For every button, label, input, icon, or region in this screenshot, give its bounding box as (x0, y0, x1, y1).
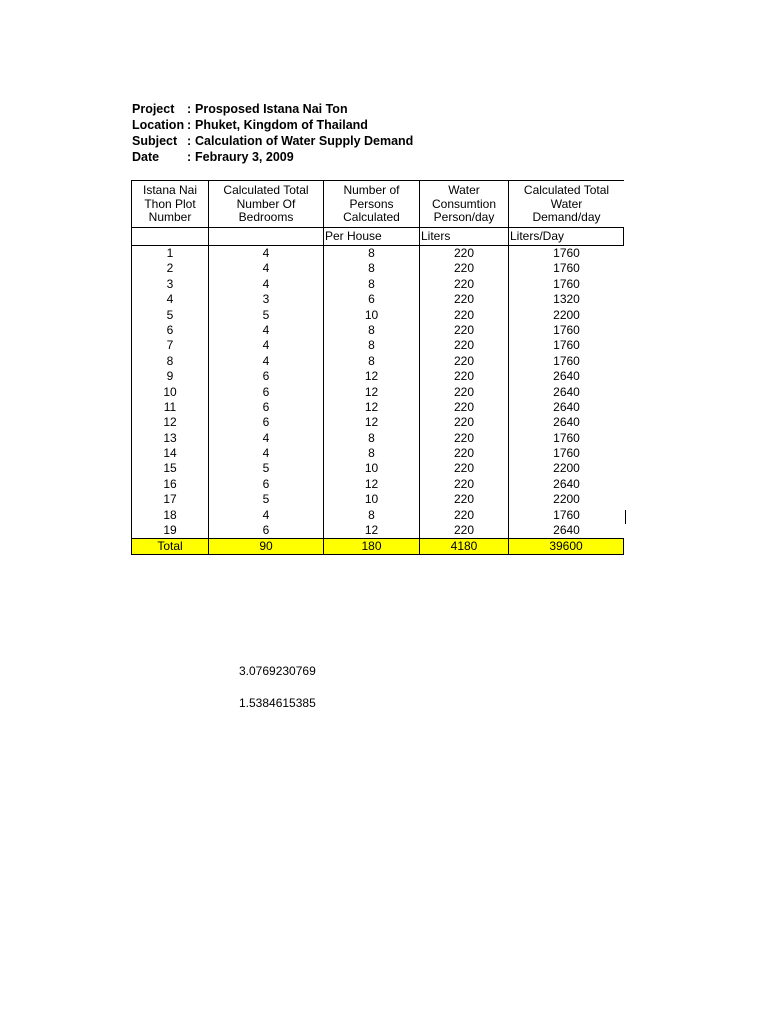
table-cell: 1760 (508, 431, 624, 446)
table-total-row (131, 538, 624, 555)
table-cell: 220 (419, 400, 508, 415)
table-cell: 2200 (508, 308, 624, 323)
table-row (131, 354, 624, 369)
table-row (131, 292, 624, 307)
table-cell: 13 (131, 431, 208, 446)
table-cell: 9 (131, 369, 208, 384)
header-value: Febraury 3, 2009 (195, 150, 294, 164)
table-cell: 1760 (508, 277, 624, 292)
unit-cell (131, 228, 208, 245)
table-cell: 220 (419, 523, 508, 538)
table-cell: 8 (323, 508, 419, 523)
table-cell: 5 (208, 308, 323, 323)
header-separator: : (187, 150, 192, 164)
table-cell: 12 (323, 369, 419, 384)
header-separator: : (187, 118, 192, 132)
unit-cell: Per House (323, 228, 419, 245)
table-row (131, 431, 624, 446)
table-cell: 1760 (508, 338, 624, 353)
table-cell: 4 (208, 431, 323, 446)
table-cell: 7 (131, 338, 208, 353)
table-cell: 220 (419, 385, 508, 400)
table-row (131, 308, 624, 323)
table-cell: 11 (131, 400, 208, 415)
text-cursor (625, 510, 626, 524)
header-project (132, 101, 413, 117)
header-label: Project (132, 102, 175, 116)
document-header (132, 101, 413, 165)
table-cell: 220 (419, 308, 508, 323)
column-header-plot-number: Istana Nai Thon Plot Number (131, 181, 208, 227)
table-cell: 1760 (508, 446, 624, 461)
table-cell: 4 (208, 354, 323, 369)
table-cell: 8 (323, 338, 419, 353)
table-body (131, 246, 624, 538)
table-cell: 12 (323, 400, 419, 415)
table-cell: 5 (208, 461, 323, 476)
table-cell: 220 (419, 431, 508, 446)
table-cell: 220 (419, 461, 508, 476)
table-cell: 3 (131, 277, 208, 292)
table-cell: 5 (208, 492, 323, 507)
table-cell: 220 (419, 323, 508, 338)
table-cell: 220 (419, 246, 508, 261)
unit-cell: Liters/Day (508, 228, 624, 245)
column-header-persons: Number of Persons Calculated (323, 181, 419, 227)
table-cell: 12 (323, 477, 419, 492)
column-header-bedrooms: Calculated Total Number Of Bedrooms (208, 181, 323, 227)
table-row (131, 492, 624, 507)
total-cell: 4180 (419, 539, 508, 554)
water-demand-table (131, 180, 624, 555)
column-header-consumption: Water Consumtion Person/day (419, 181, 508, 227)
table-cell: 220 (419, 338, 508, 353)
table-row (131, 261, 624, 276)
table-cell: 2200 (508, 492, 624, 507)
table-row (131, 523, 624, 538)
table-row (131, 477, 624, 492)
table-cell: 10 (131, 385, 208, 400)
unit-cell: Liters (419, 228, 508, 245)
table-cell: 2640 (508, 523, 624, 538)
table-cell: 15 (131, 461, 208, 476)
table-cell: 220 (419, 261, 508, 276)
table-cell: 1 (131, 246, 208, 261)
table-cell: 8 (131, 354, 208, 369)
unit-cell (208, 228, 323, 245)
table-row (131, 369, 624, 384)
table-cell: 18 (131, 508, 208, 523)
table-row (131, 415, 624, 430)
table-row (131, 277, 624, 292)
table-cell: 19 (131, 523, 208, 538)
header-separator: : (187, 102, 192, 116)
table-cell: 2640 (508, 415, 624, 430)
table-cell: 4 (208, 338, 323, 353)
table-cell: 220 (419, 292, 508, 307)
total-cell: 90 (208, 539, 323, 554)
table-cell: 220 (419, 354, 508, 369)
table-cell: 4 (208, 508, 323, 523)
table-cell: 16 (131, 477, 208, 492)
table-cell: 8 (323, 261, 419, 276)
table-cell: 5 (131, 308, 208, 323)
header-location (132, 117, 413, 133)
table-cell: 17 (131, 492, 208, 507)
header-value: Phuket, Kingdom of Thailand (195, 118, 368, 132)
table-cell: 6 (131, 323, 208, 338)
header-date (132, 149, 413, 165)
table-cell: 4 (208, 323, 323, 338)
header-value: Calculation of Water Supply Demand (195, 134, 414, 148)
table-cell: 12 (323, 523, 419, 538)
table-cell: 1760 (508, 354, 624, 369)
note-value: 3.0769230769 (239, 664, 316, 678)
table-cell: 12 (323, 385, 419, 400)
table-row (131, 246, 624, 261)
table-cell: 8 (323, 277, 419, 292)
table-cell: 6 (208, 523, 323, 538)
table-cell: 1760 (508, 508, 624, 523)
table-cell: 220 (419, 477, 508, 492)
table-cell: 8 (323, 354, 419, 369)
table-cell: 2640 (508, 400, 624, 415)
table-units-row (131, 227, 624, 246)
table-cell: 220 (419, 369, 508, 384)
table-row (131, 461, 624, 476)
table-cell: 4 (131, 292, 208, 307)
table-cell: 4 (208, 446, 323, 461)
table-cell: 6 (208, 477, 323, 492)
table-cell: 4 (208, 277, 323, 292)
table-row (131, 323, 624, 338)
table-cell: 8 (323, 246, 419, 261)
table-cell: 2640 (508, 477, 624, 492)
table-row (131, 338, 624, 353)
table-cell: 14 (131, 446, 208, 461)
table-cell: 220 (419, 508, 508, 523)
table-cell: 1760 (508, 323, 624, 338)
table-cell: 220 (419, 277, 508, 292)
table-cell: 10 (323, 461, 419, 476)
table-cell: 8 (323, 323, 419, 338)
table-cell: 2 (131, 261, 208, 276)
table-cell: 10 (323, 308, 419, 323)
table-cell: 2640 (508, 369, 624, 384)
table-cell: 1760 (508, 246, 624, 261)
table-cell: 220 (419, 446, 508, 461)
table-cell: 6 (208, 385, 323, 400)
table-cell: 6 (208, 400, 323, 415)
header-separator: : (187, 134, 192, 148)
header-label: Location (132, 118, 185, 132)
table-cell: 12 (323, 415, 419, 430)
note-value: 1.5384615385 (239, 696, 316, 710)
header-subject (132, 133, 413, 149)
column-header-total-demand: Calculated Total Water Demand/day (508, 181, 624, 227)
table-row (131, 385, 624, 400)
header-label: Subject (132, 134, 178, 148)
total-cell: 180 (323, 539, 419, 554)
table-cell: 6 (208, 415, 323, 430)
table-row (131, 446, 624, 461)
total-cell: Total (131, 539, 208, 554)
table-row (131, 400, 624, 415)
table-cell: 220 (419, 492, 508, 507)
table-cell: 1760 (508, 261, 624, 276)
table-cell: 220 (419, 415, 508, 430)
table-cell: 12 (131, 415, 208, 430)
table-cell: 8 (323, 431, 419, 446)
header-label: Date (132, 150, 160, 164)
table-cell: 1320 (508, 292, 624, 307)
table-cell: 8 (323, 446, 419, 461)
table-cell: 2640 (508, 385, 624, 400)
table-cell: 6 (208, 369, 323, 384)
table-cell: 3 (208, 292, 323, 307)
table-cell: 6 (323, 292, 419, 307)
table-cell: 4 (208, 246, 323, 261)
table-row (131, 508, 624, 523)
header-value: Prosposed Istana Nai Ton (195, 102, 348, 116)
table-header-row (131, 180, 624, 227)
table-cell: 10 (323, 492, 419, 507)
total-cell: 39600 (508, 539, 624, 554)
table-cell: 2200 (508, 461, 624, 476)
table-cell: 4 (208, 261, 323, 276)
